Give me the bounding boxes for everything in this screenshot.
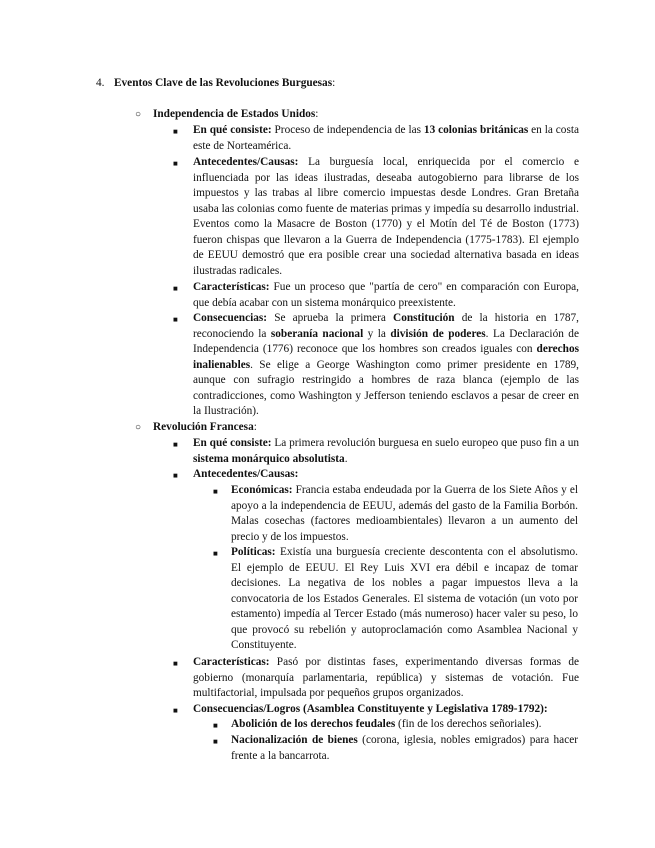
subsection-heading-france: ○ Revolución Francesa: (135, 420, 555, 436)
list-item: Antecedentes/Causas: La burguesía local, enriquecida por el comercio e influenciada por las ideas ilustradas, deseaba autogobierno para librarse de los impuestos y las trabas al libre comercio impuestas desde Londres. Gran Bretaña usaba las colonias como fuente de materias primas y impedía su desarrollo industrial. Eventos como la Masacre de Boston (1770) y el Motín del Té de Boston (1773) fueron chispas que llevaron a la Guerra de Independencia (1775-1783). El ejemplo de EEUU demostró que era posible crear una sociedad alternativa basada en ideas ilustradas radicales. (193, 156, 579, 277)
square-bullet: ■ (213, 737, 218, 746)
section-heading: 4. Eventos Clave de las Revoluciones Burguesas: (96, 76, 556, 92)
ring-bullet: ○ (135, 422, 142, 433)
list-item (193, 702, 579, 718)
subsection-title-france: Revolución Francesa (153, 421, 254, 433)
item-label: Políticas: (231, 546, 276, 558)
list-item: Características: Pasó por distintas fases, experimentando diversas formas de gobierno (monarquía parlamentaria, república) y sistemas de votación. Fue multifactorial, impulsada por pequeños grupos organizados. (193, 656, 579, 699)
square-bullet: ■ (173, 471, 178, 480)
item-label: Antecedentes/Causas: (193, 468, 299, 480)
square-bullet: ■ (213, 487, 218, 496)
item-label: Características: (193, 281, 270, 293)
list-item: Consecuencias: Se aprueba la primera Constitución de la historia en 1787, reconociendo la soberanía nacional y la división de poderes. La Declaración de Independencia (1776) reconoce que los hombres son creados iguales con derechos inalienables. Se elige a George Washington como primer presidente en 1789, aunque con sufragio restringido a hombres de raza blanca (ejemplo de las contradicciones, como Washington y Jefferson teniendo esclavos a pesar de creer en la Ilustración). (193, 312, 579, 417)
list-item: En qué consiste: La primera revolución burguesa en suelo europeo que puso fin a un sistema monárquico absolutista. (193, 437, 579, 465)
square-bullet: ■ (173, 127, 178, 136)
square-bullet: ■ (213, 721, 218, 730)
square-bullet: ■ (173, 315, 178, 324)
list-item: En qué consiste: Proceso de independencia de las 13 colonias británicas en la costa este de Norteamérica. (193, 124, 579, 152)
list-item (193, 467, 579, 483)
item-label: Características: (193, 656, 270, 668)
subsection-title-usa: Independencia de Estados Unidos (153, 108, 316, 120)
item-label: Consecuencias: (193, 312, 268, 324)
item-label: En qué consiste: (193, 124, 272, 136)
ring-bullet: ○ (135, 109, 142, 120)
section-number: 4. (96, 77, 105, 89)
subsection-heading-usa: ○ Independencia de Estados Unidos: (135, 107, 555, 123)
list-item: Nacionalización de bienes (corona, iglesia, nobles emigrados) para hacer frente a la bancarrota. (231, 734, 578, 762)
item-label: Antecedentes/Causas: (193, 156, 299, 168)
section-title: Eventos Clave de las Revoluciones Burguesas (114, 77, 333, 89)
list-item: Políticas: Existía una burguesía creciente descontenta con el absolutismo. El ejemplo de EEUU. El Rey Luis XVI era débil e incapaz de tomar decisiones. La negativa de los nobles a pagar impuestos lleva a la convocatoria de los Estados Generales. El sistema de votación (un voto por estamento) impedía al Tercer Estado (más numeroso) hacer valer su peso, lo que provocó su rebelión y autoproclamación como Asamblea Nacional y Constituyente. (231, 546, 578, 651)
item-label: Abolición de los derechos feudales (231, 718, 396, 730)
square-bullet: ■ (213, 549, 218, 558)
list-item: Características: Fue un proceso que "partía de cero" en comparación con Europa, que debía acabar con un sistema monárquico preexistente. (193, 281, 579, 309)
square-bullet: ■ (173, 706, 178, 715)
list-item: Económicas: Francia estaba endeudada por la Guerra de los Siete Años y el apoyo a la independencia de EEUU, además del gasto de la Familia Borbón. Malas cosechas (factores medioambientales) llevaron a un aumento del precio y de los impuestos. (231, 484, 578, 543)
item-label: Nacionalización de bienes (231, 734, 358, 746)
square-bullet: ■ (173, 284, 178, 293)
item-label: Económicas: (231, 484, 293, 496)
square-bullet: ■ (173, 659, 178, 668)
list-item: Abolición de los derechos feudales (fin de los derechos señoriales). (231, 718, 542, 730)
square-bullet: ■ (173, 159, 178, 168)
item-label: En qué consiste: (193, 437, 272, 449)
square-bullet: ■ (173, 440, 178, 449)
item-label: Consecuencias/Logros (Asamblea Constituyente y Legislativa 1789-1792): (193, 703, 548, 715)
